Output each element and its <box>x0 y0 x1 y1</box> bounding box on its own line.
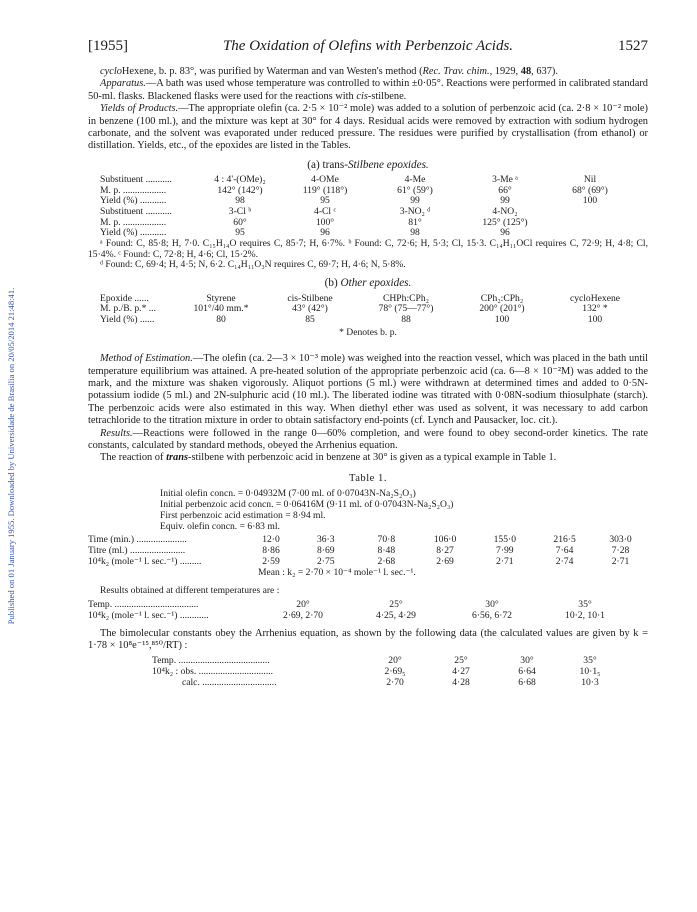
table-1-info <box>160 489 648 532</box>
table-cell: 2·59 <box>262 555 280 567</box>
table-cell: 8·27 <box>436 545 454 557</box>
table-cell: 6·56, 6·72 <box>472 610 512 622</box>
table-cell: 8·48 <box>377 545 396 557</box>
text: —The olefin (ca. 2—3 × 10⁻³ mole) was weighed into the reaction vessel, which was placed in the bath until temperature equilibrium was attained. A pre-heated solution of the appropriate perbenzoic acid (ca. 6—8 × 10⁻²M) was added to the mark, and the mixture was shaken vigorously. Aliquot portions (5 ml.) were withdrawn at determined times and added to 0·5N-potassium iodide (5 ml.) and 2N-sulphuric acid (10 ml.). The liberated iodine was titrated with 0·08N-sodium thiosulphate (starch). The perbenzoic acids were also estimated in this way. When diethyl ether was used as solvent, it was necessary to add carbon tetrachloride to the titration mixture in order to obtain satisfactory end-points (cf. Lynch and Pausacker, loc. cit.). <box>88 353 648 427</box>
table-cell: 155·0 <box>493 534 517 546</box>
table-cell: 25° <box>454 655 468 667</box>
table-cell: 10·2, 10·1 <box>565 610 605 622</box>
row-label: M. p. .................. <box>100 184 167 196</box>
table-b-note: * Denotes b. p. <box>339 327 397 339</box>
table-cell: 2·68 <box>377 555 396 567</box>
table-cell: 2·70 <box>386 676 404 688</box>
text: —The appropriate olefin (ca. 2·5 × 10⁻² mole) was added to a solution of perbenzoic acid (ca. 2·8 × 10⁻² mole) in benzene (100 ml.), and the mixture was kept at 30° for 4 days. Residual acids were removed by extraction with sodium hydrogen carbonate, and the solvent was evaporated under reduced pressure. The residues were purified by crystallisation (from ethanol) or distillation. Yields, etc., of the epoxides are listed in the Tables. <box>88 103 649 152</box>
table-cell: 8·69 <box>316 545 335 557</box>
table-cell: 100 <box>582 195 598 207</box>
table-cell: 10·1₅ <box>579 666 601 678</box>
table-cell: 2·74 <box>555 555 574 567</box>
row-label: Temp. ...................................... <box>152 655 270 667</box>
table-cell: 142° (142°) <box>217 184 263 196</box>
table-row <box>100 186 630 197</box>
table-a-title <box>88 159 648 171</box>
table-cell: 98 <box>235 195 245 207</box>
volume: 48 <box>520 66 532 77</box>
table-cell: 61° (59°) <box>397 184 433 196</box>
table-cell: CHPh:CPh₂ <box>382 292 429 304</box>
table-cell: 2·71 <box>611 555 630 567</box>
table-a-footnote-2: ᵈ Found: C, 69·4; H, 4·5; N, 6·2. C₁₄H₁₁O₃N requires C, 69·7; H, 4·6; N, 5·8%. <box>100 259 406 271</box>
text: Hexene, b. p. 83°, was purified by Waterman and van Westen's method ( <box>121 66 423 77</box>
table-cell: Nil <box>583 174 597 186</box>
table-cell: Styrene <box>206 292 236 304</box>
table-cell: 81° <box>408 216 422 228</box>
row-label: 10⁴k₂ (mole⁻¹ l. sec.⁻¹) ............ <box>88 610 209 622</box>
table-row <box>152 678 620 689</box>
table-cell: 3-NO₂ ᵈ <box>399 206 431 218</box>
text: —A bath was used whose temperature was controlled to within ±0·05°. Reactions were performed in calibrated standard 50-ml. flasks. Blackened flasks were used for the reactions with <box>88 78 648 102</box>
text: , 637). <box>531 66 558 77</box>
cis-prefix: cis <box>356 90 368 102</box>
text: The reaction of <box>100 452 167 464</box>
table-b <box>100 294 640 326</box>
table-cell: 96 <box>320 227 330 239</box>
paragraph-apparatus <box>88 78 648 103</box>
paragraph-cyclohexene <box>88 66 648 78</box>
info-line: Equiv. olefin concn. = 6·83 ml. <box>160 520 280 532</box>
page-header <box>88 40 648 66</box>
text: -stilbene with perbenzoic acid in benzene at 30° is given as a typical example in Table 1. <box>188 452 557 464</box>
table-cell: 216·5 <box>553 534 576 546</box>
table-a <box>100 175 630 239</box>
table-row <box>88 611 630 622</box>
table-a-footnote-1: ᵃ Found: C, 85·8; H, 7·0. C₁₅H₁₄O requires C, 85·7; H, 6·7%. ᵇ Found: C, 72·6; H, 5·3; Cl, 15·3. C₁₄H₁₁OCl requires C, 72·9; H, 4·8; Cl, 15·4%. ᶜ Found: C, 72·8; H, 4·6; Cl, 15·2%. <box>88 237 648 260</box>
table-row <box>100 196 630 207</box>
table-cell: 4 : 4'-(OMe)₂ <box>214 174 266 186</box>
table-cell: 20° <box>388 655 402 667</box>
table-cell: 100 <box>587 313 603 325</box>
table-cell: 35° <box>578 599 592 611</box>
table-row <box>100 218 630 229</box>
table-cell: 106·0 <box>433 534 457 546</box>
row-label: Substituent ........... <box>100 206 172 218</box>
paragraph-example <box>88 452 648 464</box>
row-label: Yield (%) ...... <box>100 313 155 325</box>
table-cell: 4-NO₂ <box>492 206 518 218</box>
info-line: First perbenzoic acid estimation = 8·94 ml. <box>160 509 326 521</box>
table-row <box>100 294 640 305</box>
table-cell: 20° <box>296 599 310 611</box>
row-label: Substituent ........... <box>100 174 172 186</box>
table-cell: 25° <box>389 599 403 611</box>
table-cell: 4-OMe <box>311 174 339 186</box>
row-label: 10⁴k₂ (mole⁻¹ l. sec.⁻¹) ......... <box>88 555 202 567</box>
row-label: 10⁴k₂ : obs. ............................... <box>152 666 274 678</box>
table-1-title: Table 1. <box>349 472 387 484</box>
table-row <box>88 557 648 568</box>
heading-results: Results. <box>100 427 133 439</box>
row-label: Yield (%) ........... <box>100 195 167 207</box>
table-cell <box>550 218 630 229</box>
table-cell <box>550 207 630 218</box>
table-cell: 66° <box>498 184 512 196</box>
paragraph-results <box>88 428 648 453</box>
table-b-title <box>88 277 648 289</box>
row-label: Epoxide ...... <box>100 292 149 304</box>
table-cell: 10·3 <box>581 676 599 688</box>
heading-apparatus: Apparatus. <box>100 78 146 90</box>
table-cell: 303·0 <box>609 534 632 546</box>
row-label: Time (min.) ..................... <box>88 534 187 546</box>
table-cell: 95 <box>320 195 330 207</box>
table-cell: 2·69 <box>436 555 454 567</box>
row-label: M. p./B. p.* ... <box>100 303 156 315</box>
row-label: calc. ............................... <box>182 676 277 688</box>
table-1-mean: Mean : k₂ = 2·70 × 10⁻⁴ mole⁻¹ l. sec.⁻¹. <box>258 567 416 579</box>
paragraph-arrhenius: The bimolecular constants obey the Arrhenius equation, as shown by the following data (the calculated values are given by k = 1·78 × 10⁸e⁻¹⁵,⁸⁵⁰/RT) : <box>88 627 648 652</box>
table-cell: 70·8 <box>377 534 396 546</box>
prefix-cyclo: cyclo <box>100 66 122 77</box>
journal-page <box>88 40 648 688</box>
table-cell: cycloHexene <box>569 292 621 304</box>
table-cell: 119° (118°) <box>302 184 348 196</box>
table-cell: 98 <box>410 227 420 239</box>
table-cell: 3-Cl ᵇ <box>228 206 252 218</box>
heading-yields: Yields of Products. <box>100 103 179 115</box>
table-cell: 132° * <box>582 303 608 315</box>
table-cell: cis-Stilbene <box>287 292 333 304</box>
table-cell: 60° <box>233 216 247 228</box>
text: -stilbene. <box>367 90 407 102</box>
table-cell: 99 <box>410 195 420 207</box>
table-cell: 200° (201°) <box>479 303 525 315</box>
table-cell: 2·69₅ <box>384 666 406 678</box>
table-a-title-prefix: (a) trans- <box>307 158 348 171</box>
table-row <box>100 207 630 218</box>
table-cell: 30° <box>485 599 499 611</box>
table-cell: 88 <box>401 313 411 325</box>
table-cell: 30° <box>520 655 534 667</box>
header-year: [1955] <box>88 38 128 54</box>
table-row <box>100 175 630 186</box>
table-cell: 7·28 <box>611 545 630 557</box>
results-temp-table <box>88 600 630 621</box>
table-cell: 2·75 <box>316 555 335 567</box>
text: , 1929, <box>489 66 521 77</box>
provenance-text: Published on 01 January 1955. Downloaded by Universidade de Brasilia on 20/05/2014 21:48:41. <box>6 287 16 625</box>
trans-prefix: trans <box>166 452 189 464</box>
paragraph-method <box>88 353 648 427</box>
table-b-title-prefix: (b) <box>324 277 341 290</box>
table-cell: 8·86 <box>262 545 280 557</box>
table-a-title-italic: Stilbene epoxides. <box>347 158 429 171</box>
table-row <box>100 304 640 315</box>
table-cell: 85 <box>305 313 315 325</box>
table-cell: 6·68 <box>518 676 536 688</box>
table-cell: 78° (75—77°) <box>378 303 434 315</box>
table-cell: 4-Cl ᶜ <box>314 206 336 218</box>
row-label: Titre (ml.) ....................... <box>88 545 186 557</box>
table-cell: 100° <box>315 216 335 228</box>
table-row <box>100 315 640 326</box>
header-title: The Oxidation of Olefins with Perbenzoic Acids. <box>222 38 514 54</box>
info-line: Initial olefin concn. = 0·04932M (7·00 ml. of 0·07043N-Na₂S₂O₃) <box>160 488 416 500</box>
citation: Rec. Trav. chim. <box>422 66 490 77</box>
row-label: Temp. ................................... <box>88 599 199 611</box>
paragraph-yields <box>88 103 648 153</box>
table-cell: 4-Me <box>404 174 426 186</box>
provenance-sidebar <box>0 0 22 912</box>
table-cell: 99 <box>500 195 510 207</box>
table-cell: 43° (42°) <box>292 303 328 315</box>
table-cell: 101°/40 mm.* <box>193 303 249 315</box>
table-cell: 2·71 <box>496 555 514 567</box>
table-cell: 7·99 <box>496 545 514 557</box>
table-cell: 3-Me ᵃ <box>492 174 518 186</box>
table-b-title-italic: Other epoxides. <box>340 277 412 290</box>
table-cell: 6·64 <box>518 666 536 678</box>
table-cell: 12·0 <box>262 534 280 546</box>
table-cell: 2·69, 2·70 <box>283 610 323 622</box>
table-cell: CPh₂:CPh₂ <box>480 292 524 304</box>
heading-method: Method of Estimation. <box>100 353 193 365</box>
page-number: 1527 <box>618 38 648 54</box>
table-cell: 7·64 <box>555 545 574 557</box>
text: —Reactions were followed in the range 0—60% completion, and were found to obey second-order kinetics. The rate constants, calculated by standard methods, obeyed the Arrhenius equation. <box>88 427 648 452</box>
table-cell: 36·3 <box>316 534 335 546</box>
table-cell: 4·25, 4·29 <box>376 610 416 622</box>
table-cell: 100 <box>494 313 510 325</box>
table-cell: 68° (69°) <box>572 184 608 196</box>
row-label: M. p. .................. <box>100 216 167 228</box>
table-cell: 35° <box>583 655 597 667</box>
info-line: Initial perbenzoic acid concn. = 0·06416M (9·11 ml. of 0·07043N-Na₂S₂O₃) <box>160 499 454 511</box>
table-cell: 4·28 <box>452 676 470 688</box>
table-cell: 125° (125°) <box>482 216 528 228</box>
row-label: Yield (%) ........... <box>100 227 167 239</box>
arrhenius-table <box>152 656 620 688</box>
results-temp-intro: Results obtained at different temperatures are : <box>100 584 280 596</box>
table-cell: 95 <box>235 227 245 239</box>
table-cell: 4·27 <box>452 666 470 678</box>
table-cell: 96 <box>500 227 510 239</box>
table-1 <box>88 535 648 567</box>
table-cell: 80 <box>216 313 226 325</box>
